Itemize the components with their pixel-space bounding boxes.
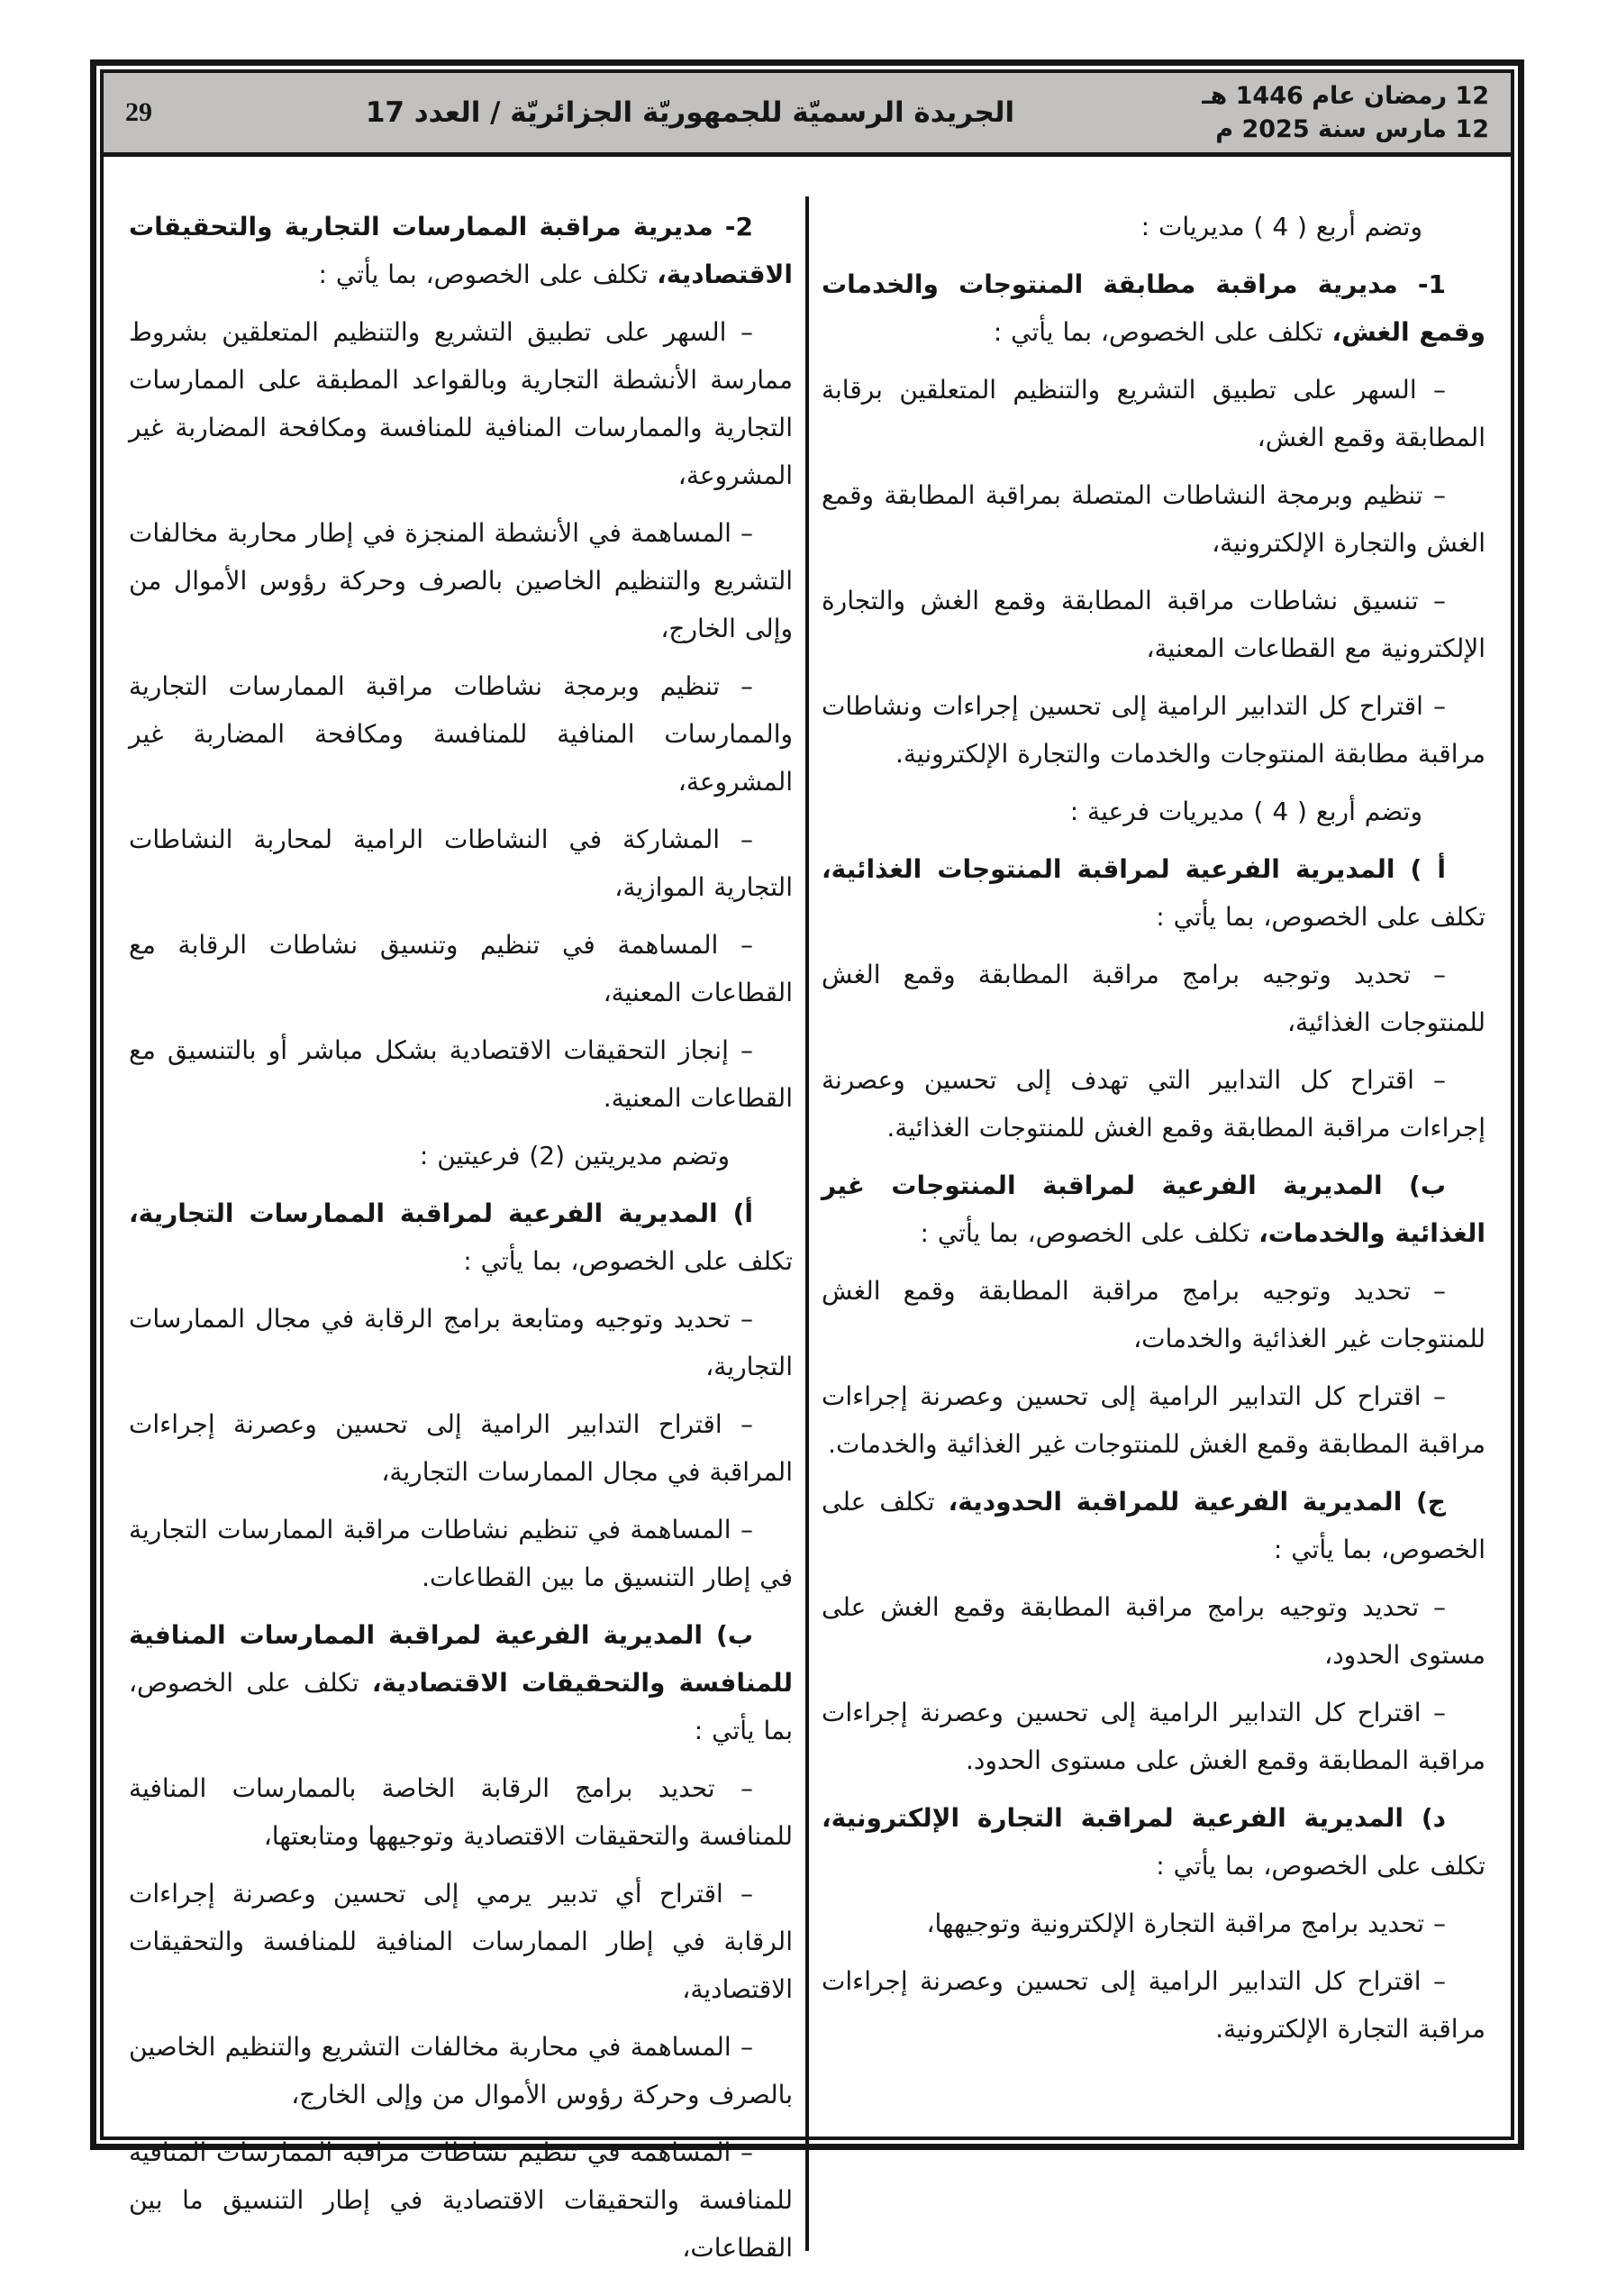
duty-paragraph: – تنظيم وبرمجة النشاطات المتصلة بمراقبة المطابقة وقمع الغش والتجارة الإلكترونية، <box>822 480 1485 558</box>
duty-paragraph: – المشاركة في النشاطات الرامية لمحاربة النشاطات التجارية الموازية، <box>129 825 793 902</box>
duty-paragraph: – اقتراح كل التدابير الرامية إلى تحسين وعصرنة إجراءات مراقبة المطابقة وقمع الغش على مستوى الحدود. <box>822 1698 1485 1775</box>
duty-paragraph: – تنظيم وبرمجة نشاطات مراقبة الممارسات التجارية والممارسات المنافية للمنافسة ومكافحة المضاربة غير المشروعة، <box>129 671 793 797</box>
duty-paragraph: – اقتراح كل التدابير الرامية إلى تحسين وعصرنة إجراءات مراقبة التجارة الإلكترونية. <box>822 1966 1485 2044</box>
sub-directorate-heading <box>822 1794 1485 1890</box>
sub-directorate-heading <box>822 1162 1485 1257</box>
duty-paragraph: – السهر على تطبيق التشريع والتنظيم المتعلقين بشروط ممارسة الأنشطة التجارية وبالقواعد المطبقة على الممارسات التجارية والممارسات المنافية للمنافسة ومكافحة المضاربة غير المشروعة، <box>129 317 793 490</box>
page-number: 29 <box>125 97 152 127</box>
heading-rest: تكلف على الخصوص، بما يأتي : <box>129 1668 793 1745</box>
directorate-heading <box>129 203 793 298</box>
duty-paragraph: – السهر على تطبيق التشريع والتنظيم المتعلقين برقابة المطابقة وقمع الغش، <box>822 375 1485 452</box>
heading-rest: تكلف على الخصوص، بما يأتي : <box>1156 902 1485 932</box>
duty-paragraph: – إنجاز التحقيقات الاقتصادية بشكل مباشر أو بالتنسيق مع القطاعات المعنية. <box>129 1035 793 1113</box>
heading-bold: أ) المديرية الفرعية لمراقبة الممارسات التجارية، <box>129 1198 753 1228</box>
heading-rest: تكلف على الخصوص، بما يأتي : <box>920 1218 1250 1248</box>
intro-line: وتضم أربع ( 4 ) مديريات : <box>1140 212 1422 241</box>
heading-rest: تكلف على الخصوص، بما يأتي : <box>318 260 649 289</box>
sub-directorate-heading <box>822 845 1485 941</box>
column-divider <box>805 196 809 2251</box>
sub-directorate-heading <box>129 1611 793 1754</box>
heading-rest: تكلف على الخصوص، بما يأتي : <box>463 1246 793 1276</box>
heading-bold: 2- مديرية مراقبة الممارسات التجارية والتحقيقات الاقتصادية، <box>129 212 793 289</box>
duty-paragraph: – المساهمة في تنظيم وتنسيق نشاطات الرقابة مع القطاعات المعنية، <box>129 930 793 1007</box>
duty-paragraph: – المساهمة في محاربة مخالفات التشريع والتنظيم الخاصين بالصرف وحركة رؤوس الأموال من وإلى الخارج، <box>129 2032 793 2109</box>
duty-paragraph: – تنسيق نشاطات مراقبة المطابقة وقمع الغش والتجارة الإلكترونية مع القطاعات المعنية، <box>822 586 1485 663</box>
heading-rest: تكلف على الخصوص، بما يأتي : <box>993 317 1323 347</box>
header-dates <box>1102 79 1489 146</box>
heading-bold: ب) المديرية الفرعية لمراقبة الممارسات المنافية للمنافسة والتحقيقات الاقتصادية، <box>129 1620 794 1698</box>
duty-paragraph: – المساهمة في الأنشطة المنجزة في إطار محاربة مخالفات التشريع والتنظيم الخاصين بالصرف وحركة رؤوس الأموال من وإلى الخارج، <box>129 518 793 643</box>
heading-bold: 1- مديرية مراقبة مطابقة المنتوجات والخدمات وقمع الغش، <box>822 269 1485 347</box>
heading-rest: تكلف على الخصوص، بما يأتي : <box>822 1487 1485 1564</box>
heading-rest: تكلف على الخصوص، بما يأتي : <box>1156 1851 1485 1881</box>
duty-paragraph: – اقتراح أي تدبير يرمي إلى تحسين وعصرنة إجراءات الرقابة في إطار الممارسات المنافية للمنافسة والتحقيقات الاقتصادية، <box>129 1879 793 2004</box>
intro-line: وتضم مديريتين (2) فرعيتين : <box>419 1141 730 1171</box>
gazette-title: الجريدة الرسميّة للجمهوريّة الجزائريّة / العدد 17 <box>365 96 1015 129</box>
sub-directorate-heading <box>129 1189 793 1285</box>
content-area <box>104 157 1511 2296</box>
heading-bold: ج) المديرية الفرعية للمراقبة الحدودية، <box>948 1487 1446 1517</box>
right-column <box>809 184 1498 2282</box>
duty-paragraph: – اقتراح كل التدابير الرامية إلى تحسين إجراءات ونشاطات مراقبة مطابقة المنتوجات والخدمات والتجارة الإلكترونية. <box>822 691 1485 769</box>
sub-directorate-heading <box>822 1478 1485 1573</box>
duty-paragraph: – اقتراح كل التدابير الرامية إلى تحسين وعصرنة إجراءات مراقبة المطابقة وقمع الغش للمنتوجات غير الغذائية والخدمات. <box>822 1381 1485 1459</box>
duty-paragraph: – تحديد وتوجيه برامج مراقبة المطابقة وقمع الغش على مستوى الحدود، <box>822 1592 1485 1670</box>
page-header <box>104 73 1511 157</box>
left-column <box>116 184 805 2282</box>
directorate-heading <box>822 260 1485 356</box>
heading-bold: ب) المديرية الفرعية لمراقبة المنتوجات غير الغذائية والخدمات، <box>822 1171 1485 1248</box>
hijri-date: 12 رمضان عام 1446 هـ <box>1202 82 1489 110</box>
duty-paragraph: – اقتراح التدابير الرامية إلى تحسين وعصرنة إجراءات المراقبة في مجال الممارسات التجارية، <box>129 1409 793 1487</box>
duty-paragraph: – تحديد وتوجيه ومتابعة برامج الرقابة في مجال الممارسات التجارية، <box>129 1304 793 1381</box>
heading-bold: أ ) المديرية الفرعية لمراقبة المنتوجات الغذائية، <box>822 854 1446 884</box>
duty-paragraph: – تحديد وتوجيه برامج مراقبة المطابقة وقمع الغش للمنتوجات الغذائية، <box>822 960 1485 1037</box>
page-frame <box>90 59 1524 2263</box>
duty-paragraph: – تحديد وتوجيه برامج مراقبة المطابقة وقمع الغش للمنتوجات غير الغذائية والخدمات، <box>822 1276 1485 1353</box>
duty-paragraph: – اقتراح كل التدابير التي تهدف إلى تحسين وعصرنة إجراءات مراقبة المطابقة وقمع الغش للمنتوجات الغذائية. <box>822 1065 1485 1143</box>
heading-bold: د) المديرية الفرعية لمراقبة التجارة الإلكترونية، <box>822 1803 1446 1833</box>
intro-line: وتضم أربع ( 4 ) مديريات فرعية : <box>1069 797 1422 826</box>
duty-paragraph: – المساهمة في تنظيم نشاطات مراقبة الممارسات التجارية في إطار التنسيق ما بين القطاعات. <box>129 1515 793 1592</box>
page-frame-inner <box>100 69 1514 2263</box>
duty-paragraph: – تحديد برامج الرقابة الخاصة بالممارسات المنافية للمنافسة والتحقيقات الاقتصادية وتوجيهها ومتابعتها، <box>129 1773 793 1851</box>
gregorian-date: 12 مارس سنة 2025 م <box>1215 115 1489 143</box>
duty-paragraph: – تحديد برامج مراقبة التجارة الإلكترونية وتوجيهها، <box>926 1909 1446 1938</box>
duty-paragraph: – المساهمة في تنظيم نشاطات مراقبة الممارسات المنافية للمنافسة والتحقيقات الاقتصادية في إطار التنسيق ما بين القطاعات، <box>129 2137 793 2263</box>
